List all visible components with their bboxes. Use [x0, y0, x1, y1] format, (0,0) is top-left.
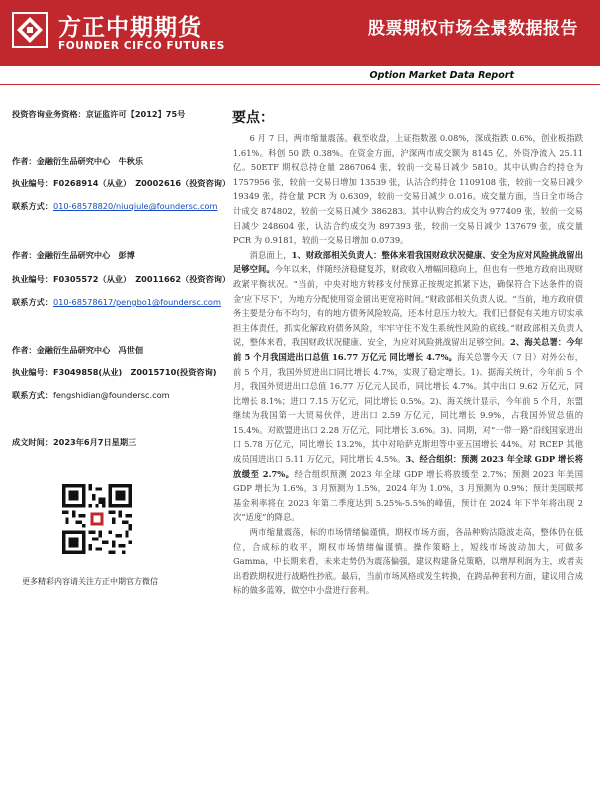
contact-email-link[interactable]: 010-68578617/pengbo1@foundersc.com: [52, 297, 221, 307]
date-line: 成文时间：2023年6月7日星期三: [12, 437, 137, 447]
contact-label: 联系方式：: [12, 297, 53, 307]
news-text: 经合组织预测 2023 年全球 GDP 增长将放缓至 2.7%；预测 2023 年美国 GDP 增长为 1.6%，3 月预测为 1.5%，2024 年为 1.0%，3 月预测为 0.9%；预计美国联邦基金利率将在 2023 年第二季度达到 5.25%-5.5%的峰值，预计在 2024 年下半年将出现 2 次“适度”的降息。: [233, 468, 583, 523]
brand-name-cn: 方正中期期货: [58, 15, 202, 41]
cert-line: 执业编号：F3049858(从业) Z0015710(投资咨询): [12, 367, 217, 377]
contact-label: 联系方式：: [12, 201, 53, 211]
news-headline: 2、海关总署：今年前 5 个月我国进出口总值 16.77 万亿元 同比增长 4.7%。: [233, 337, 583, 362]
contact-line: [12, 200, 218, 212]
news-headline: 3、经合组织：预测 2023 年全球 GDP 增长将放缓至 2.7%。: [233, 454, 583, 479]
contact-line: [12, 296, 221, 308]
header-divider: [0, 84, 600, 85]
news-headline: 1、财政部相关负责人：整体来看我国财政状况健康、安全为应对风险挑战留出足够空间。: [233, 249, 583, 275]
author-line: 作者：金融衍生品研究中心 彭博: [12, 250, 135, 260]
news-text: 海关总署今天（7 日）对外公布，前 5 个月，我国外贸进出口同比增长 4.7%，实现了稳定增长。1)、据海关统计，今年前 5 个月，我国外贸进出口总值 16.77 万亿元人民币，同比增长 4.7%。其中出口 9.62 万亿元，同比增长 8.1%；进口 7.15 万亿元，同比增长 0.5%。2)、海关统计显示，今年前 5 个月，东盟继续为我国第一大贸易伙伴，进出口 2.59 万亿元，同比增长 9.9%，占我国外贸总值的 15.4%。对欧盟进出口 2.28 万亿元，同比增长 3.6%。3)、同期，对“一带一路”沿线国家进出口 5.78 万亿元，同比增长 13.2%，其中对哈萨克斯坦等中亚五国增长 44%。对 RCEP 其他成员国进出口 5.11 万亿元，同比增长 4.5%。: [233, 351, 584, 465]
news-lead: 消息面上，: [249, 249, 292, 260]
author-line: 作者：金融衍生品研究中心 冯世佃: [12, 345, 144, 355]
brand-name-en: FOUNDER CIFCO FUTURES: [58, 40, 225, 52]
cert-line: 执业编号：F0268914（从业） Z0002616（投资咨询）: [12, 178, 231, 188]
contact-email-link[interactable]: 010-68578820/niuqiule@foundersc.com: [52, 201, 218, 211]
news-paragraph: [233, 248, 583, 525]
report-header: [0, 0, 600, 66]
cert-line: 执业编号：F0305572（从业） Z0011662（投资咨询）: [12, 274, 231, 284]
strategy-paragraph: 两市缩量震荡，标的市场情绪偏谨慎。期权市场方面，各品种购沽隐波走高，整体仍在低位，合成标的收平，期权市场情绪偏谨慎。操作策略上，短线市场波动加大，可做多 Gamma，中长期来看，未来走势仍为震荡偏强，建议构建备兑策略，以增厚利润为主，或者卖出看跌期权进行战略性抄底。最后，当前市场风格或发生转换，在跨品种套利方面，建议用合成标的做多蓝筹，做空中小盘进行套利。: [233, 527, 583, 596]
report-subtitle: Option Market Data Report: [369, 70, 514, 81]
section-title: 要点：: [232, 110, 274, 126]
author-line: 作者：金融衍生品研究中心 牛秋乐: [12, 156, 144, 166]
license-line: 投资咨询业务资格：京证监许可【2012】75号: [12, 109, 186, 119]
contact-label: 联系方式：: [12, 390, 53, 400]
contact-email: fengshidian@foundersc.com: [52, 390, 170, 400]
qr-caption: 更多精彩内容请关注方正中期官方微信: [22, 577, 158, 586]
market-summary-paragraph: 6 月 7 日，两市缩量震荡。截至收盘，上证指数涨 0.08%，深成指跌 0.6%，创业板指跌 1.61%。科创 50 跌 0.38%。在资金方面，沪深两市成交额为 8145 亿，外资净流入 25.11 亿。50ETF 期权总持仓量 2867064 张，较前一交易日减少 5810。其中认购合约持仓为 1757956 张，较前一交易日增加 13539 张，认沽合约持仓 1109108 张，较前一交易日减少 19349 张，持仓量 PCR 为 0.6309，较前一交易日减少 0.016。成交量方面，当日全市场合计成交 874802，较前一交易日减少 386283。其中认购合约成交为 977409 张，较前一交易日减少 248604 张，认沽合约成交为 897393 张，较前一交易日减少 137679 张，成交量 PCR 为 0.9181，较前一交易日增加 0.0739。: [233, 133, 583, 246]
report-title: 股票期权市场全景数据报告: [368, 19, 578, 39]
founder-logo-icon: [12, 12, 48, 48]
wechat-qr-code[interactable]: [62, 484, 132, 554]
news-text: 今年以来，伴随经济稳健复苏，财政收入增幅回稳向上，但也有一些地方政府出现财政紧平衡状况。“当前，中央对地方转移支付预算正按规定抓紧下达，确保符合下达条件的资金‘应下尽下’，为地方分配使用资金留出更宽裕时间。”财政部相关负责人说。“当前，地方政府债务主要是分布不均匀，有的地方债务风险较高，还本付息压力较大。我们已督促有关地方切实承担主体责任，抓实化解政府债务风险，牢牢守住不发生系统性风险的底线。”财政部相关负责人说，整体来看，我国财政状况健康、安全，为应对风险挑战留出足够空间。: [233, 264, 583, 348]
contact-line: [12, 389, 170, 401]
report-body: [233, 131, 583, 598]
